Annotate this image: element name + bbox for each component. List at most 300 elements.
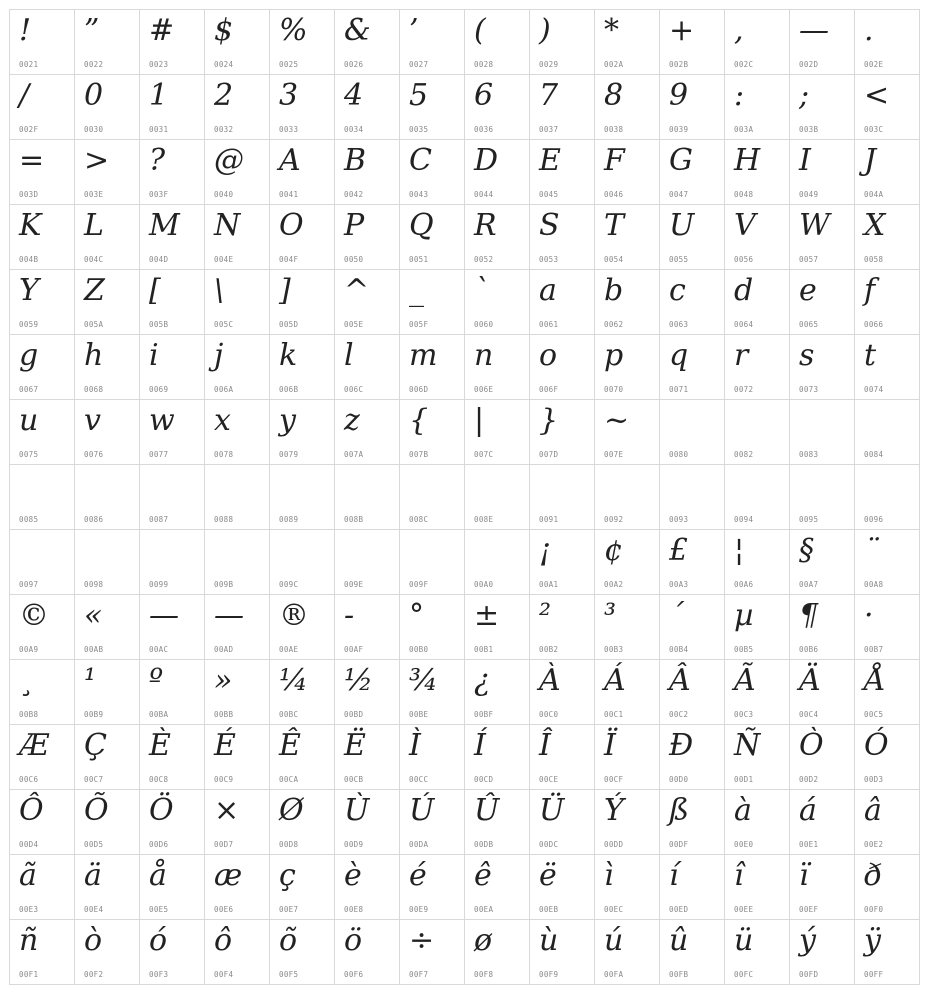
glyph-character: É xyxy=(214,728,236,763)
glyph-cell xyxy=(530,725,595,790)
glyph-cell xyxy=(400,920,465,985)
glyph-character: × xyxy=(214,793,240,828)
glyph-character: J xyxy=(864,143,877,178)
glyph-codepoint: 0035 xyxy=(409,125,429,134)
glyph-codepoint: 00B3 xyxy=(604,645,624,654)
glyph-character: H xyxy=(734,143,761,178)
glyph-codepoint: 004B xyxy=(19,255,39,264)
glyph-character: < xyxy=(864,78,890,113)
glyph-character: ] xyxy=(279,273,291,308)
glyph-cell xyxy=(855,400,920,465)
glyph-codepoint: 00EB xyxy=(539,905,559,914)
glyph-codepoint: 00AD xyxy=(214,645,234,654)
glyph-cell xyxy=(530,920,595,985)
glyph-codepoint: 0029 xyxy=(539,60,559,69)
glyph-codepoint: 0078 xyxy=(214,450,234,459)
glyph-cell xyxy=(140,595,205,660)
glyph-character: T xyxy=(604,208,625,243)
glyph-codepoint: 00D3 xyxy=(864,775,884,784)
glyph-codepoint: 00D4 xyxy=(19,840,39,849)
glyph-character: Ê xyxy=(279,728,301,763)
glyph-cell xyxy=(205,270,270,335)
glyph-cell xyxy=(205,465,270,530)
glyph-cell xyxy=(270,725,335,790)
glyph-cell xyxy=(335,140,400,205)
glyph-character: ¹ xyxy=(84,663,97,698)
glyph-codepoint: 0036 xyxy=(474,125,494,134)
glyph-codepoint: 002C xyxy=(734,60,754,69)
glyph-cell xyxy=(855,725,920,790)
glyph-character: Ç xyxy=(84,728,107,763)
glyph-codepoint: 0096 xyxy=(864,515,884,524)
glyph-codepoint: 009C xyxy=(279,580,299,589)
glyph-codepoint: 004E xyxy=(214,255,234,264)
glyph-character: I xyxy=(799,143,811,178)
glyph-character: È xyxy=(149,728,171,763)
glyph-codepoint: 00E4 xyxy=(84,905,104,914)
glyph-cell xyxy=(205,335,270,400)
glyph-codepoint: 0077 xyxy=(149,450,169,459)
glyph-character: A xyxy=(279,143,301,178)
glyph-cell xyxy=(530,790,595,855)
glyph-character: Õ xyxy=(84,793,109,828)
glyph-codepoint: 0054 xyxy=(604,255,624,264)
glyph-codepoint: 0080 xyxy=(669,450,689,459)
glyph-cell xyxy=(335,660,400,725)
glyph-codepoint: 0075 xyxy=(19,450,39,459)
glyph-cell xyxy=(335,205,400,270)
glyph-character: Ð xyxy=(669,728,694,763)
glyph-codepoint: 00CA xyxy=(279,775,299,784)
glyph-character: C xyxy=(409,143,432,178)
glyph-codepoint: 00B7 xyxy=(864,645,884,654)
glyph-character: d xyxy=(734,273,754,308)
glyph-character: 4 xyxy=(344,78,364,113)
glyph-cell xyxy=(595,75,660,140)
glyph-character: * xyxy=(604,13,619,48)
glyph-cell xyxy=(595,855,660,920)
glyph-character: £ xyxy=(669,533,689,568)
glyph-codepoint: 007E xyxy=(604,450,624,459)
glyph-codepoint: 00D5 xyxy=(84,840,104,849)
glyph-codepoint: 0091 xyxy=(539,515,559,524)
glyph-cell xyxy=(75,400,140,465)
glyph-character: é xyxy=(409,858,427,893)
glyph-character: Ø xyxy=(279,793,304,828)
glyph-cell xyxy=(660,595,725,660)
glyph-character: Ú xyxy=(409,793,435,828)
glyph-cell xyxy=(855,790,920,855)
glyph-cell xyxy=(10,595,75,660)
glyph-cell xyxy=(75,140,140,205)
glyph-codepoint: 0037 xyxy=(539,125,559,134)
glyph-codepoint: 007B xyxy=(409,450,429,459)
glyph-codepoint: 00C3 xyxy=(734,710,754,719)
glyph-cell xyxy=(205,75,270,140)
glyph-cell xyxy=(790,725,855,790)
glyph-character: n xyxy=(474,338,494,373)
glyph-codepoint: 00BC xyxy=(279,710,299,719)
glyph-character: Â xyxy=(669,663,691,698)
glyph-character: l xyxy=(344,338,354,373)
glyph-codepoint: 00F7 xyxy=(409,970,429,979)
glyph-codepoint: 00F8 xyxy=(474,970,494,979)
glyph-cell xyxy=(140,465,205,530)
glyph-codepoint: 00BD xyxy=(344,710,364,719)
glyph-character: / xyxy=(19,78,30,113)
glyph-codepoint: 00F5 xyxy=(279,970,299,979)
glyph-cell xyxy=(270,400,335,465)
glyph-cell xyxy=(270,10,335,75)
glyph-codepoint: 00E1 xyxy=(799,840,819,849)
glyph-codepoint: 0093 xyxy=(669,515,689,524)
glyph-character: F xyxy=(604,143,625,178)
glyph-character: 6 xyxy=(474,78,494,113)
glyph-character: s xyxy=(799,338,815,373)
glyph-character: a xyxy=(539,273,557,308)
glyph-cell xyxy=(10,725,75,790)
glyph-codepoint: 0079 xyxy=(279,450,299,459)
glyph-cell xyxy=(660,465,725,530)
glyph-character: E xyxy=(539,143,561,178)
glyph-character: í xyxy=(669,858,679,893)
glyph-codepoint: 00F2 xyxy=(84,970,104,979)
glyph-codepoint: 00E5 xyxy=(149,905,169,914)
glyph-character: { xyxy=(409,403,429,438)
glyph-codepoint: 0088 xyxy=(214,515,234,524)
glyph-character: \ xyxy=(214,273,225,308)
glyph-codepoint: 0034 xyxy=(344,125,364,134)
glyph-cell xyxy=(725,855,790,920)
glyph-cell xyxy=(270,790,335,855)
glyph-character: ~ xyxy=(604,403,630,438)
glyph-character: m xyxy=(409,338,438,373)
glyph-cell xyxy=(205,140,270,205)
glyph-character: g xyxy=(19,338,39,373)
glyph-codepoint: 0071 xyxy=(669,385,689,394)
glyph-codepoint: 0087 xyxy=(149,515,169,524)
glyph-character: À xyxy=(539,663,561,698)
glyph-codepoint: 0048 xyxy=(734,190,754,199)
glyph-character: î xyxy=(734,858,744,893)
glyph-cell xyxy=(75,465,140,530)
glyph-character: 0 xyxy=(84,78,104,113)
glyph-codepoint: 004F xyxy=(279,255,299,264)
glyph-character: ê xyxy=(474,858,492,893)
glyph-cell xyxy=(465,205,530,270)
glyph-codepoint: 00C6 xyxy=(19,775,39,784)
glyph-grid xyxy=(9,9,920,985)
glyph-codepoint: 0026 xyxy=(344,60,364,69)
glyph-codepoint: 00E0 xyxy=(734,840,754,849)
glyph-cell xyxy=(75,790,140,855)
glyph-cell xyxy=(465,75,530,140)
glyph-cell xyxy=(75,205,140,270)
glyph-codepoint: 0067 xyxy=(19,385,39,394)
glyph-character: h xyxy=(84,338,104,373)
glyph-codepoint: 0098 xyxy=(84,580,104,589)
glyph-character: . xyxy=(864,13,874,48)
glyph-codepoint: 00C8 xyxy=(149,775,169,784)
glyph-character: ã xyxy=(19,858,37,893)
glyph-character: - xyxy=(344,598,355,633)
glyph-character: ² xyxy=(539,598,552,633)
glyph-cell xyxy=(595,335,660,400)
glyph-cell xyxy=(270,595,335,660)
glyph-character: # xyxy=(149,13,175,48)
glyph-cell xyxy=(140,10,205,75)
glyph-character: O xyxy=(279,208,304,243)
glyph-cell xyxy=(855,595,920,660)
glyph-codepoint: 0074 xyxy=(864,385,884,394)
glyph-codepoint: 00AB xyxy=(84,645,104,654)
glyph-cell xyxy=(725,530,790,595)
glyph-character: q xyxy=(669,338,689,373)
glyph-character: k xyxy=(279,338,298,373)
glyph-codepoint: 006A xyxy=(214,385,234,394)
glyph-character: Æ xyxy=(19,728,50,763)
glyph-cell xyxy=(790,465,855,530)
glyph-cell xyxy=(855,205,920,270)
glyph-character: 5 xyxy=(409,78,429,113)
glyph-codepoint: 0092 xyxy=(604,515,624,524)
glyph-codepoint: 00E9 xyxy=(409,905,429,914)
glyph-character: t xyxy=(864,338,877,373)
glyph-codepoint: 00E6 xyxy=(214,905,234,914)
glyph-codepoint: 00A6 xyxy=(734,580,754,589)
glyph-character: Ï xyxy=(604,728,616,763)
glyph-cell xyxy=(205,530,270,595)
glyph-codepoint: 00B2 xyxy=(539,645,559,654)
glyph-character: $ xyxy=(214,13,234,48)
glyph-cell xyxy=(205,790,270,855)
glyph-codepoint: 005F xyxy=(409,320,429,329)
glyph-cell xyxy=(140,790,205,855)
glyph-codepoint: 003D xyxy=(19,190,39,199)
glyph-cell xyxy=(530,660,595,725)
glyph-cell xyxy=(465,595,530,660)
glyph-character: ï xyxy=(799,858,809,893)
glyph-codepoint: 00A1 xyxy=(539,580,559,589)
glyph-codepoint: 007D xyxy=(539,450,559,459)
glyph-cell xyxy=(530,855,595,920)
glyph-character: x xyxy=(214,403,231,438)
glyph-codepoint: 00F1 xyxy=(19,970,39,979)
glyph-codepoint: 005D xyxy=(279,320,299,329)
glyph-character: 1 xyxy=(149,78,169,113)
glyph-character: ò xyxy=(84,923,103,958)
glyph-character: ü xyxy=(734,923,754,958)
glyph-codepoint: 00FA xyxy=(604,970,624,979)
glyph-cell xyxy=(270,465,335,530)
glyph-cell xyxy=(75,530,140,595)
glyph-cell xyxy=(530,400,595,465)
glyph-codepoint: 00D6 xyxy=(149,840,169,849)
glyph-codepoint: 006D xyxy=(409,385,429,394)
glyph-cell xyxy=(10,205,75,270)
glyph-codepoint: 00B0 xyxy=(409,645,429,654)
glyph-codepoint: 00E7 xyxy=(279,905,299,914)
glyph-cell xyxy=(270,530,335,595)
glyph-character: á xyxy=(799,793,817,828)
glyph-cell xyxy=(10,660,75,725)
glyph-cell xyxy=(140,140,205,205)
glyph-cell xyxy=(465,530,530,595)
glyph-codepoint: 0061 xyxy=(539,320,559,329)
glyph-cell xyxy=(10,790,75,855)
glyph-codepoint: 00D9 xyxy=(344,840,364,849)
glyph-codepoint: 007C xyxy=(474,450,494,459)
glyph-cell xyxy=(75,855,140,920)
glyph-codepoint: 00B1 xyxy=(474,645,494,654)
glyph-codepoint: 0095 xyxy=(799,515,819,524)
glyph-cell xyxy=(725,725,790,790)
glyph-character: N xyxy=(214,208,241,243)
glyph-codepoint: 00F6 xyxy=(344,970,364,979)
glyph-codepoint: 005B xyxy=(149,320,169,329)
glyph-codepoint: 00ED xyxy=(669,905,689,914)
glyph-codepoint: 0084 xyxy=(864,450,884,459)
glyph-codepoint: 0050 xyxy=(344,255,364,264)
glyph-cell xyxy=(725,270,790,335)
glyph-character: è xyxy=(344,858,362,893)
glyph-codepoint: 009F xyxy=(409,580,429,589)
glyph-codepoint: 00FC xyxy=(734,970,754,979)
glyph-codepoint: 0066 xyxy=(864,320,884,329)
glyph-cell xyxy=(10,140,75,205)
glyph-codepoint: 006E xyxy=(474,385,494,394)
glyph-cell xyxy=(855,335,920,400)
glyph-codepoint: 00A8 xyxy=(864,580,884,589)
glyph-character: ñ xyxy=(19,923,39,958)
glyph-codepoint: 00CC xyxy=(409,775,429,784)
glyph-character: ø xyxy=(474,923,493,958)
glyph-codepoint: 0049 xyxy=(799,190,819,199)
glyph-codepoint: 0033 xyxy=(279,125,299,134)
glyph-cell xyxy=(10,855,75,920)
glyph-cell xyxy=(725,75,790,140)
glyph-character: [ xyxy=(149,273,161,308)
glyph-cell xyxy=(465,920,530,985)
glyph-codepoint: 0056 xyxy=(734,255,754,264)
glyph-character: Í xyxy=(474,728,486,763)
glyph-character: ó xyxy=(149,923,168,958)
glyph-cell xyxy=(75,660,140,725)
glyph-codepoint: 00C5 xyxy=(864,710,884,719)
glyph-character: ) xyxy=(539,13,551,48)
glyph-character: ( xyxy=(474,13,486,48)
glyph-codepoint: 00A7 xyxy=(799,580,819,589)
glyph-codepoint: 0068 xyxy=(84,385,104,394)
glyph-cell xyxy=(140,400,205,465)
glyph-codepoint: 00F0 xyxy=(864,905,884,914)
glyph-codepoint: 00A3 xyxy=(669,580,689,589)
glyph-codepoint: 003C xyxy=(864,125,884,134)
glyph-character: ® xyxy=(279,598,309,633)
glyph-cell xyxy=(205,10,270,75)
glyph-codepoint: 00D7 xyxy=(214,840,234,849)
glyph-codepoint: 00DB xyxy=(474,840,494,849)
glyph-cell xyxy=(660,790,725,855)
glyph-character: y xyxy=(279,403,296,438)
glyph-character: z xyxy=(344,403,360,438)
glyph-codepoint: 00EF xyxy=(799,905,819,914)
glyph-codepoint: 00CF xyxy=(604,775,624,784)
glyph-codepoint: 0069 xyxy=(149,385,169,394)
glyph-codepoint: 00BF xyxy=(474,710,494,719)
glyph-codepoint: 00DA xyxy=(409,840,429,849)
glyph-character: ô xyxy=(214,923,233,958)
glyph-codepoint: 008B xyxy=(344,515,364,524)
glyph-cell xyxy=(725,465,790,530)
glyph-cell xyxy=(270,660,335,725)
glyph-character: j xyxy=(214,338,224,373)
glyph-cell xyxy=(140,725,205,790)
glyph-cell xyxy=(465,400,530,465)
glyph-character: â xyxy=(864,793,882,828)
glyph-character: ä xyxy=(84,858,102,893)
glyph-character: ß xyxy=(669,793,690,828)
glyph-cell xyxy=(335,920,400,985)
glyph-cell xyxy=(75,920,140,985)
glyph-character: ð xyxy=(864,858,883,893)
glyph-cell xyxy=(335,595,400,660)
glyph-cell xyxy=(725,400,790,465)
glyph-codepoint: 002B xyxy=(669,60,689,69)
glyph-cell xyxy=(790,205,855,270)
glyph-codepoint: 00BA xyxy=(149,710,169,719)
glyph-codepoint: 00C4 xyxy=(799,710,819,719)
glyph-cell xyxy=(465,335,530,400)
glyph-cell xyxy=(530,465,595,530)
glyph-cell xyxy=(270,140,335,205)
glyph-cell xyxy=(10,530,75,595)
glyph-cell xyxy=(465,725,530,790)
glyph-codepoint: 00A0 xyxy=(474,580,494,589)
glyph-cell xyxy=(205,660,270,725)
glyph-cell xyxy=(10,335,75,400)
glyph-codepoint: 0089 xyxy=(279,515,299,524)
glyph-cell xyxy=(140,920,205,985)
glyph-character: = xyxy=(19,143,45,178)
glyph-character: ; xyxy=(799,78,810,113)
glyph-cell xyxy=(790,270,855,335)
glyph-codepoint: 0051 xyxy=(409,255,429,264)
glyph-cell xyxy=(205,855,270,920)
glyph-cell xyxy=(335,855,400,920)
glyph-cell xyxy=(270,270,335,335)
glyph-cell xyxy=(400,465,465,530)
glyph-character: r xyxy=(734,338,749,373)
glyph-cell xyxy=(270,855,335,920)
glyph-codepoint: 006C xyxy=(344,385,364,394)
glyph-character: % xyxy=(279,13,308,48)
glyph-codepoint: 0042 xyxy=(344,190,364,199)
glyph-cell xyxy=(595,725,660,790)
glyph-codepoint: 00B9 xyxy=(84,710,104,719)
glyph-character: ³ xyxy=(604,598,617,633)
glyph-codepoint: 002D xyxy=(799,60,819,69)
glyph-character: ` xyxy=(474,273,489,308)
glyph-codepoint: 003F xyxy=(149,190,169,199)
glyph-character: Ù xyxy=(344,793,370,828)
glyph-cell xyxy=(335,725,400,790)
glyph-cell xyxy=(335,270,400,335)
glyph-character: } xyxy=(539,403,559,438)
glyph-cell xyxy=(790,335,855,400)
glyph-cell xyxy=(855,530,920,595)
glyph-codepoint: 0043 xyxy=(409,190,429,199)
